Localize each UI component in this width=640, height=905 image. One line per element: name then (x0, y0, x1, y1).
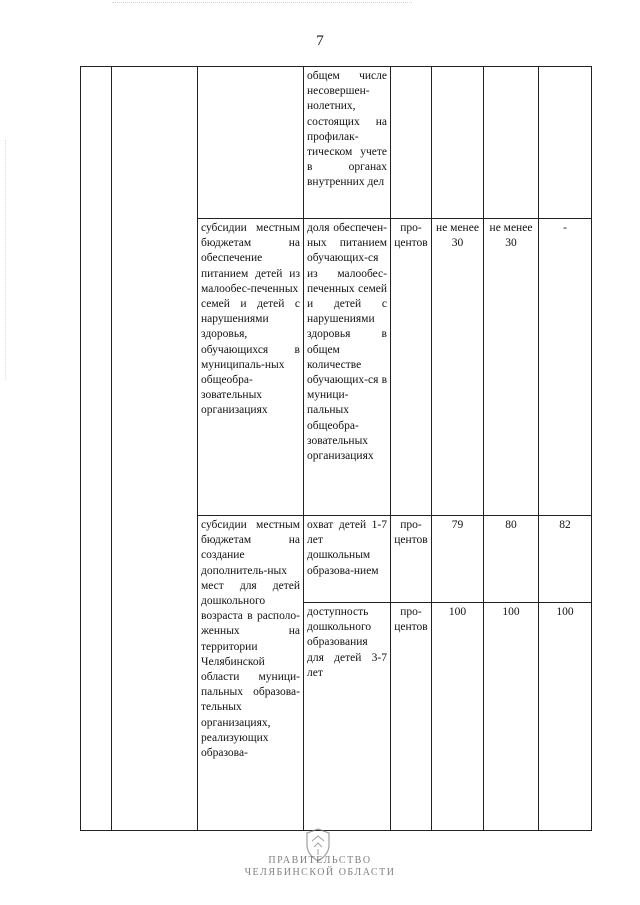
value-cell: 100 (539, 603, 592, 831)
subsidy-cell: субсидии местным бюджетам на обеспечение питанием детей из малообес-печенных семей и детей с нарушениями здоровья, обучающихся в муниципаль-ных общеобра-зовательных организациях (198, 219, 304, 516)
subsidies-table (80, 66, 592, 831)
value-cell: 79 (432, 516, 484, 603)
table-cell (432, 67, 484, 219)
value-cell: 82 (539, 516, 592, 603)
indicator-cell: доступность дошкольного образования для детей 3-7 лет (304, 603, 391, 831)
value-cell: 100 (484, 603, 539, 831)
value-cell: не менее 30 (484, 219, 539, 516)
unit-cell: про-центов (391, 603, 432, 831)
government-seal (0, 823, 640, 905)
indicator-cell: охват детей 1-7 лет дошкольным образова-нием (304, 516, 391, 603)
table-cell (484, 67, 539, 219)
seal-text-line2: ЧЕЛЯБИНСКОЙ ОБЛАСТИ (244, 867, 396, 878)
table-cell (391, 67, 432, 219)
table-cell (112, 67, 198, 831)
page-number: 7 (316, 33, 324, 49)
seal-text-line1: ПРАВИТЕЛЬСТВО (268, 855, 372, 866)
unit-cell: про-центов (391, 219, 432, 516)
unit-cell: про-центов (391, 516, 432, 603)
scan-noise-left (5, 140, 10, 380)
scan-noise-top (112, 2, 412, 7)
table-row (81, 67, 592, 219)
value-cell: не менее 30 (432, 219, 484, 516)
table-cell (539, 67, 592, 219)
value-cell: 80 (484, 516, 539, 603)
subsidy-cell: субсидии местным бюджетам на создание дополнитель-ных мест для детей дошкольного возраста в располо-женных на территории Челябинской области муници-пальных образова-тельных организациях, реализующих образова- (198, 516, 304, 831)
indicator-cell: доля обеспечен-ных питанием обучающих-ся из малообес-печенных семей и детей с нарушениями здоровья в общем количестве обучающих-ся в муници-пальных общеобра-зовательных организациях (304, 219, 391, 516)
value-cell: - (539, 219, 592, 516)
table-cell (81, 67, 112, 831)
value-cell: 100 (432, 603, 484, 831)
table-cell (198, 67, 304, 219)
indicator-cell: общем числе несовершен-нолетних, состоящих на профилак-тическом учете в органах внутренних дел (304, 67, 391, 219)
